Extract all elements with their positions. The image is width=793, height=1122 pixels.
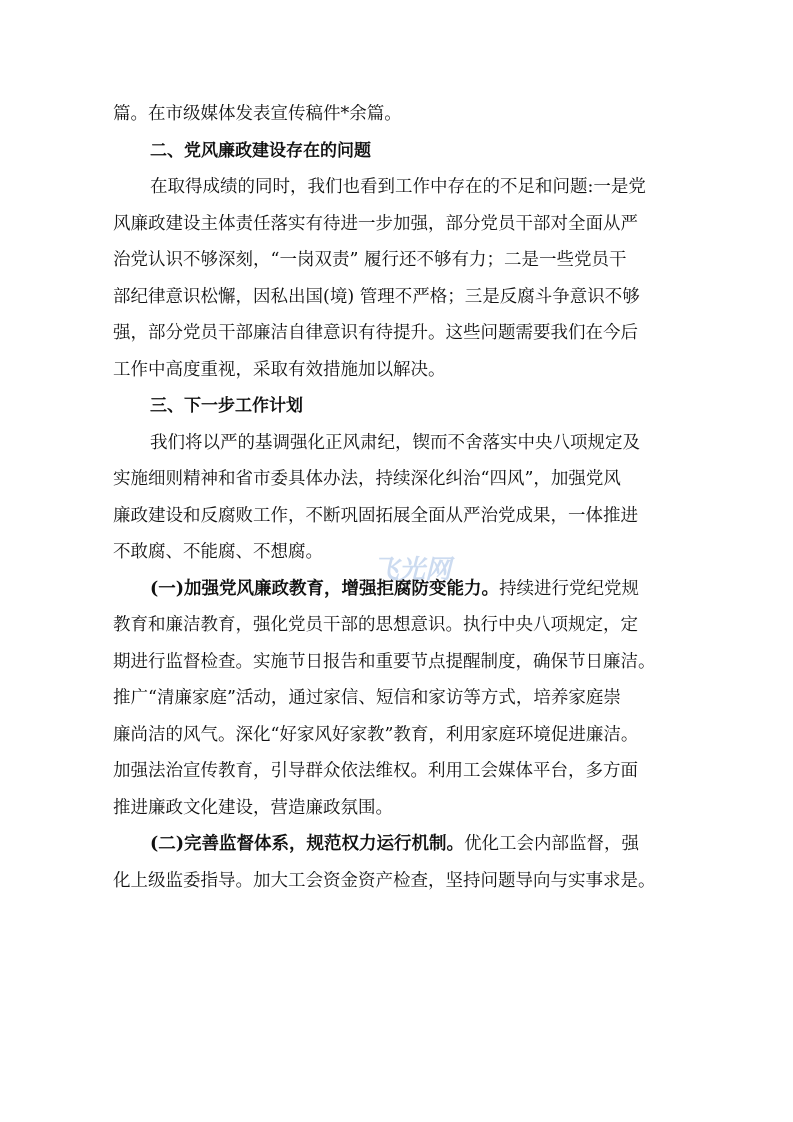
- text-line: 我们将以严的基调强化正风肃纪，锲而不舍落实中央八项规定及: [150, 432, 640, 453]
- paragraph-continuation: [113, 96, 683, 133]
- text-line: 不敢腐、不能腐、不想腐。: [113, 542, 323, 562]
- text-line: 廉政建设和反腐败工作，不断巩固拓展全面从严治党成果，一体推进: [113, 505, 638, 526]
- text-run: 优化工会内部监督，强: [464, 834, 640, 854]
- text-line: 加强法治宣传教育，引导群众依法维权。利用工会媒体平台，多方面: [113, 761, 638, 781]
- text-line: 工作中高度重视，采取有效措施加以解决。: [113, 359, 446, 380]
- text-line: 风廉政建设主体责任落实有待进一步加强，部分党员干部对全面从严: [113, 213, 638, 234]
- text-line: 部纪律意识松懈，因私出国(境) 管理不严格；三是反腐斗争意识不够: [113, 286, 640, 307]
- text-line: [113, 826, 683, 863]
- text-line: 治党认识不够深刻，“一岗双责” 履行还不够有力；二是一些党员干: [113, 250, 627, 270]
- paragraph-supervision: [113, 826, 683, 899]
- text-run: 持续进行党纪党规: [499, 578, 640, 599]
- text-line: 在取得成绩的同时，我们也看到工作中存在的不足和问题:一是党: [150, 177, 646, 197]
- section-heading-problems: [113, 133, 683, 170]
- text-line: 篇。在市级媒体发表宣传稿件*余篇。: [113, 104, 402, 124]
- text-line: 化上级监委指导。加大工会资金资产检查，坚持问题导向与实事求是。: [113, 870, 656, 891]
- text-line: 期进行监督检查。实施节日报告和重要节点提醒制度，确保节日廉洁。: [113, 651, 656, 672]
- text-line: 推进廉政文化建设，营造廉政氛围。: [113, 797, 393, 818]
- text-line: [113, 571, 683, 608]
- paragraph-education: [113, 571, 683, 827]
- heading-text: 二、党风廉政建设存在的问题: [150, 140, 371, 161]
- text-line: 实施细则精神和省市委具体办法，持续深化纠治“四风”，加强党风: [113, 469, 621, 489]
- text-line: 教育和廉洁教育，强化党员干部的思想意识。执行中央八项规定，定: [113, 615, 638, 635]
- text-line: 推广“清廉家庭”活动，通过家信、短信和家访等方式，培养家庭崇: [113, 688, 621, 708]
- subheading-supervision: (二)完善监督体系，规范权力运行机制。: [150, 834, 465, 854]
- paragraph-problems: [113, 169, 683, 388]
- subheading-education: (一)加强党风廉政教育，增强拒腐防变能力。: [150, 578, 500, 599]
- watermark-text: 飞光网: [373, 555, 452, 585]
- document-page: [113, 96, 683, 899]
- text-line: 强，部分党员干部廉洁自律意识有待提升。这些问题需要我们在今后: [113, 323, 638, 343]
- text-line: 廉尚洁的风气。深化“好家风好家教”教育，利用家庭环境促进廉洁。: [113, 724, 639, 745]
- heading-text: 三、下一步工作计划: [150, 396, 303, 416]
- paragraph-next-plan: [113, 425, 683, 571]
- section-heading-next-plan: [113, 388, 683, 425]
